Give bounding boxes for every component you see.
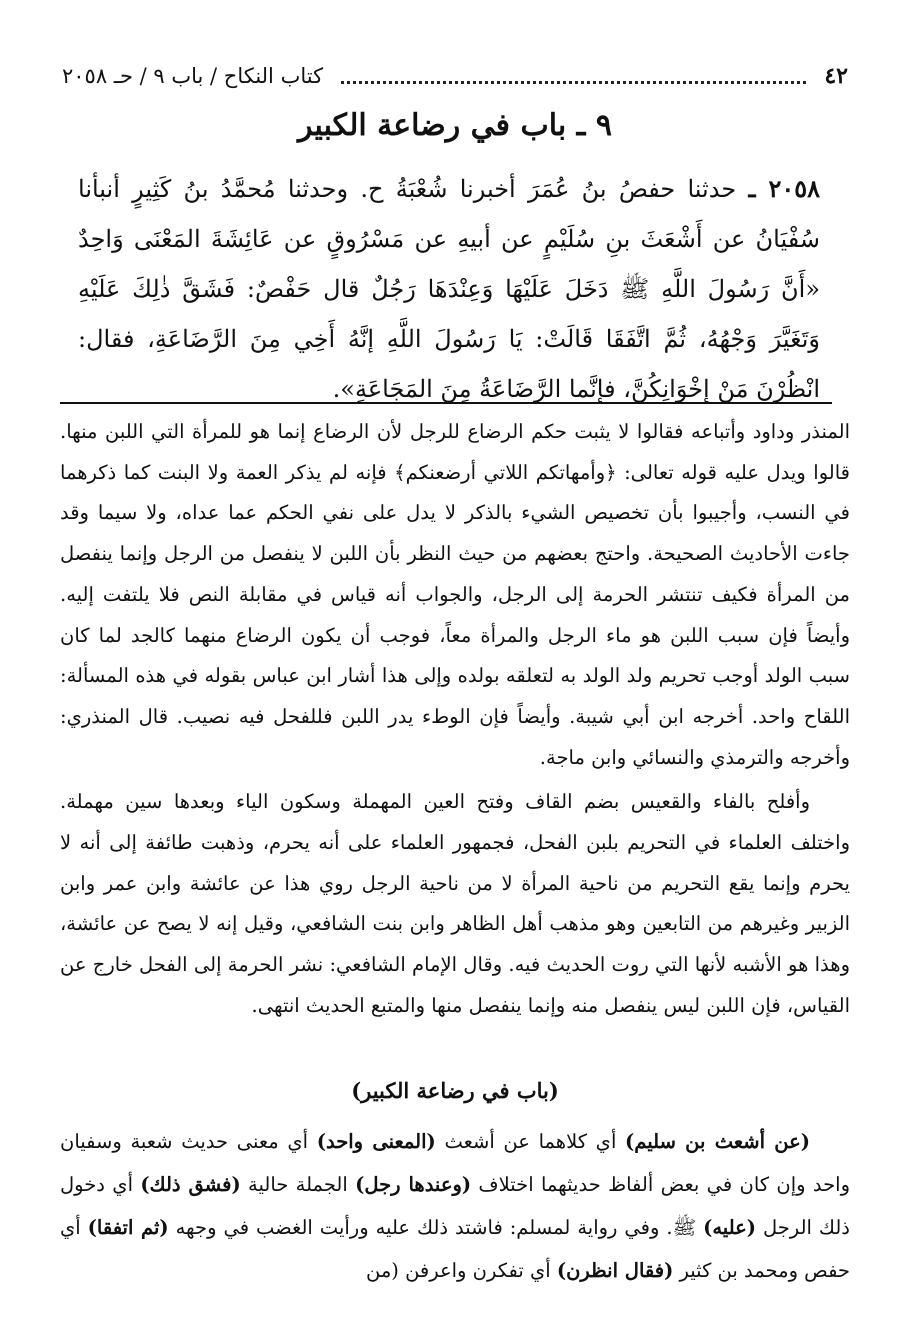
footnote-separator (60, 402, 832, 404)
commentary-block (60, 412, 850, 1027)
sharh-text: الجملة حالية (240, 1173, 356, 1196)
hadith-text: حدثنا حفصُ بنُ عُمَرَ أخبرنا شُعْبَةُ ح. وحدثنا مُحمَّدُ بنُ كَثِيرٍ أنبأنا سُفْيَانُ عن أَشْعَثَ بنِ سُلَيْمٍ عن أبيهِ عن مَسْرُوقٍ عن عَائِشَةَ المَعْنَى وَاحِدٌ «أَنَّ رَسُولَ اللَّهِ ﷺ دَخَلَ عَلَيْهَا وَعِنْدَهَا رَجُلٌ قال حَفْصٌ: فَشَقَّ ذٰلِكَ عَلَيْهِ وَتَغَيَّرَ وَجْهُهُ، ثُمَّ اتَّفَقَا قَالَتْ: يَا رَسُولَ اللَّهِ إنَّهُ أَخِي مِنَ الرَّضَاعَةِ، فقال: انْظُرْنَ مَنْ إخْوَانِكُنَّ، فإنَّما الرَّضَاعَةُ مِنَ المَجَاعَةِ». (78, 175, 820, 403)
commentary-paragraph: وأفلح بالفاء والقعيس بضم القاف وفتح العين المهملة وسكون الياء وبعدها سين مهملة. واختلف العلماء في التحريم بلبن الفحل، فجمهور العلماء على أنه يحرم، وذهبت طائفة إلى أنه لا يحرم وإنما يقع التحريم من ناحية المرأة لا من ناحية الرجل روي هذا عن عائشة وابن عمر وابن الزبير وغيرهم من التابعين وهو مذهب أهل الظاهر وابن بنت الشافعي، وقيل إنه لا يصح عن عائشة، وهذا هو الأشبه لأنها التي روت الحديث فيه. وقال الإمام الشافعي: نشر الحرمة إلى الفحل خارج عن القياس، فإن اللبن ليس ينفصل منه وإنما ينفصل منها والمتبع الحديث انتهى. (60, 790, 850, 1017)
sharh-paragraph (60, 1120, 850, 1292)
sharh-text: أي معنى حديث شعبة وسفيان واحد وإن كان في بعض ألفاظ حديثهما اختلاف (60, 1130, 850, 1196)
commentary-paragraph: المنذر وداود وأتباعه فقالوا لا يثبت حكم الرضاع للرجل لأن الرضاع إنما هو للمرأة التي اللبن منها. قالوا ويدل عليه قوله تعالى: ﴿وأمهاتكم اللاتي أرضعنكم﴾ فإنه لم يذكر العمة ولا البنت كما ذكرهما في النسب، وأجيبوا بأن تخصيص الشيء بالذكر لا يدل على نفي الحكم عما عداه، ولا سيما وقد جاءت الأحاديث الصحيحة. واحتج بعضهم من حيث النظر بأن اللبن لا ينفصل من الرجل وإنما ينفصل من المرأة فكيف تنتشر الحرمة إلى الرجل، والجواب أنه قياس في مقابلة النص فلا يلتفت إليه. وأيضاً فإن سبب اللبن هو ماء الرجل والمرأة معاً، فوجب أن يكون الرضاع منهما كالجد لما كان سبب الولد أوجب تحريم ولد الولد به لتعلقه بولده وإلى هذا أشار ابن عباس بقوله في هذه المسألة: اللقاح واحد. أخرجه ابن أبي شيبة. وأيضاً فإن الوطء يدر اللبن فللفحل فيه نصيب. قال المنذري: وأخرجه والترمذي والنسائي وابن ماجة. (60, 420, 850, 769)
quoted-phrase: (وعندها رجل) (355, 1173, 472, 1196)
quoted-phrase: (ثم اتفقا) (87, 1216, 169, 1239)
sharh-text: ﷺ. وفي رواية لمسلم: فاشتد ذلك عليه ورأيت الغضب في وجهه (168, 1216, 704, 1239)
sharh-text: أي كلاهما عن أشعث (435, 1130, 626, 1153)
header-reference: كتاب النكاح / باب ٩ / حـ ٢٠٥٨ (62, 64, 324, 88)
quoted-phrase: (فشق ذلك) (140, 1173, 241, 1196)
hadith-number: ٢٠٥٨ ـ (748, 174, 821, 203)
hadith-text-block (78, 164, 820, 414)
sharh-text: أي دخول ذلك الرجل (60, 1173, 850, 1239)
page-number: ٤٢ (824, 63, 848, 89)
header-dotted-leader (341, 81, 806, 84)
sharh-text: أي تفكرن واعرفن (من (365, 1259, 557, 1282)
sharh-chapter-title: (باب في رضاعة الكبير) (351, 1078, 559, 1103)
chapter-title: ٩ ـ باب في رضاعة الكبير (297, 108, 612, 143)
running-header (62, 56, 848, 96)
quoted-phrase: (فقال انظرن) (556, 1259, 674, 1282)
quoted-phrase: (عن أشعث بن سليم) (625, 1130, 810, 1153)
sharh-block (60, 1120, 850, 1292)
sharh-text: أي حفص ومحمد بن كثير (60, 1216, 850, 1282)
quoted-phrase: (المعنى واحد) (316, 1130, 436, 1153)
quoted-phrase: (عليه) (703, 1216, 757, 1239)
